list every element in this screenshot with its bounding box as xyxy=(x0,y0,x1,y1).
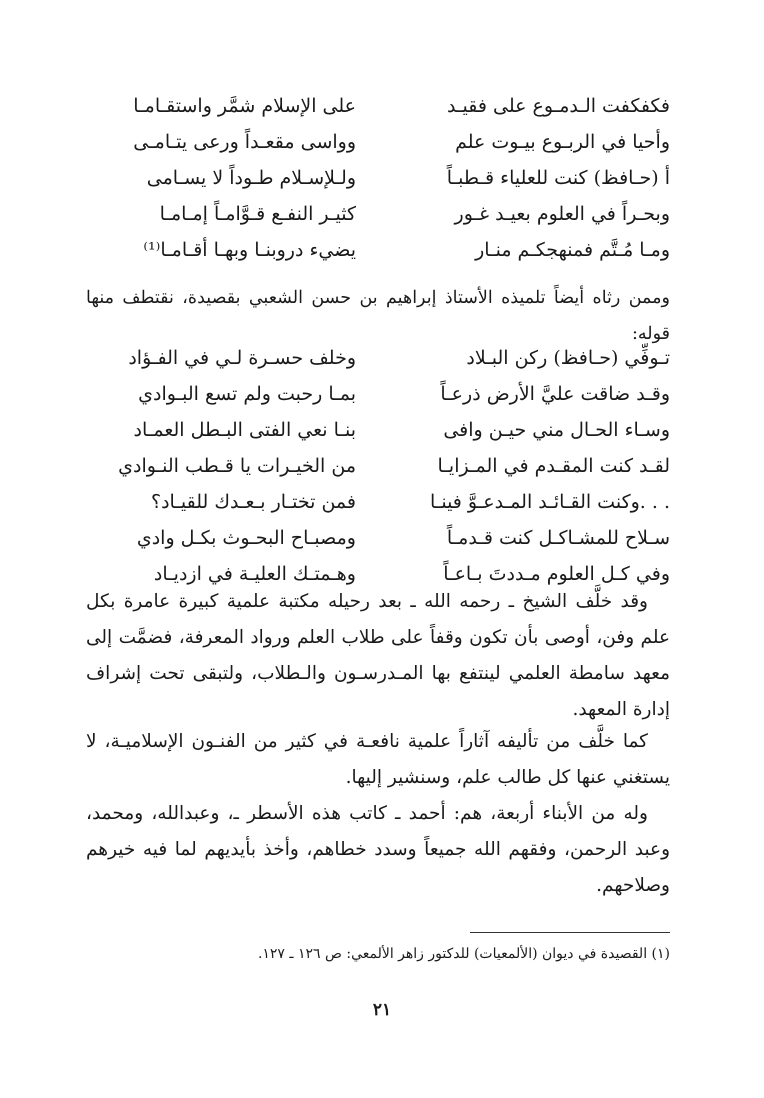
verse-second-hemistich: كثيـر النفـع قـوَّامـاً إمـامـا xyxy=(159,203,356,225)
poem-verse xyxy=(88,448,670,484)
verse-first-hemistich: وسـاء الحـال مني حيـن وافى xyxy=(443,419,670,441)
body-text xyxy=(86,584,670,728)
verse-first-hemistich: وبحـراً في العلوم بعيـد غـور xyxy=(454,203,670,225)
verse-second-hemistich: وهـمتـك العليـة في ازديـاد xyxy=(153,563,356,585)
paragraph-sons: وله من الأبناء أربعة، هم: أحمد ـ كاتب هذه الأسطر ـ، وعبدالله، ومحمد، وعبد الرحمن، وفقهم الله جميعاً وسدد خطاهم، وأخذ بأيديهم لما فيه خيرهم وصلاحهم. xyxy=(86,803,670,896)
verse-first-hemistich: . . .وكنت القـائـد المـدعـوَّ فينـا xyxy=(429,491,670,513)
poem-verse xyxy=(88,124,670,160)
verse-second-hemistich: على الإسلام شمَّر واستقـامـا xyxy=(133,95,356,117)
verse-second-hemistich: ولـلإسـلام طـوداً لا يسـامى xyxy=(146,167,356,189)
verse-second-hemistich: ومصبـاح البحـوث بكـل وادي xyxy=(136,527,356,549)
body-text-2 xyxy=(86,724,670,796)
poem-elegy-2 xyxy=(88,340,670,592)
verse-first-hemistich: سـلاح للمشـاكـل كنت قـدمـاً xyxy=(446,527,670,549)
verse-second-hemistich: وخلف حسـرة لـي في الفـؤاد xyxy=(128,347,356,369)
paragraph-library: وقد خلَّف الشيخ ـ رحمه الله ـ بعد رحيله مكتبة علمية كبيرة عامرة بكل علم وفن، أوصى بأن تكون وقفاً على طلاب العلم ورواد المعرفة، فضمَّت إلى معهد سامطة العلمي لينتفع بها المـدرسـون والـطلاب، ولتبقى تحت إشراف إدارة المعهد. xyxy=(86,591,671,720)
body-text-3 xyxy=(86,796,670,904)
verse-second-hemistich: وواسى مقعـداً ورعى يتـامـى xyxy=(133,131,356,153)
footnote-divider xyxy=(470,932,670,933)
paragraph-works: كما خلَّف من تأليفه آثاراً علمية نافعـة في كثير من الفنـون الإسلاميـة، لا يستغني عنها كل طالب علم، وسنشير إليها. xyxy=(86,731,670,788)
poem-verse xyxy=(88,412,670,448)
verse-second-hemistich: يضيء دروبنـا وبهـا أقـامـا⁽¹⁾ xyxy=(143,239,356,261)
verse-first-hemistich: وأحيا في الربـوع بيـوت علم xyxy=(455,131,670,153)
verse-first-hemistich: فكفكفت الـدمـوع على فقيـد xyxy=(447,95,670,117)
verse-second-hemistich: بنـا نعي الفتى البـطل العمـاد xyxy=(133,419,356,441)
intro-text: وممن رثاه أيضاً تلميذه الأستاذ إبراهيم بن حسن الشعبي بقصيدة، نقتطف منها قوله: xyxy=(86,288,670,344)
verse-first-hemistich: وفي كـل العلوم مـددتَ بـاعـاً xyxy=(443,563,670,585)
poem-elegy-1 xyxy=(88,88,670,268)
verse-first-hemistich: أ (حـافظ) كنت للعلياء قـطبـاً xyxy=(446,167,670,189)
poem-verse xyxy=(88,196,670,232)
poem-verse xyxy=(88,520,670,556)
verse-first-hemistich: وقـد ضاقت عليَّ الأرض ذرعـاً xyxy=(440,383,670,405)
page-number: ٢١ xyxy=(372,1000,392,1020)
poem-verse xyxy=(88,340,670,376)
footnote: (١) القصيدة في ديوان (الألمعيات) للدكتور زاهر الألمعي: ص ١٢٦ ـ ١٢٧. xyxy=(257,946,670,962)
verse-first-hemistich: تـوفِّي (حـافظ) ركن البـلاد xyxy=(466,347,670,369)
verse-second-hemistich: من الخيـرات يا قـطب النـوادي xyxy=(118,455,356,477)
poem-verse xyxy=(88,160,670,196)
verse-second-hemistich: فمن تختـار بـعـدك للقيـاد؟ xyxy=(150,491,356,513)
poem-verse xyxy=(88,232,670,268)
verse-first-hemistich: لقـد كنت المقـدم في المـزايـا xyxy=(437,455,670,477)
poem-verse xyxy=(88,484,670,520)
verse-second-hemistich: بمـا رحبت ولم تسع البـوادي xyxy=(138,383,356,405)
verse-first-hemistich: ومـا مُـتَّم فمنهجكـم منـار xyxy=(475,239,670,261)
poem-verse xyxy=(88,376,670,412)
poem-verse xyxy=(88,88,670,124)
